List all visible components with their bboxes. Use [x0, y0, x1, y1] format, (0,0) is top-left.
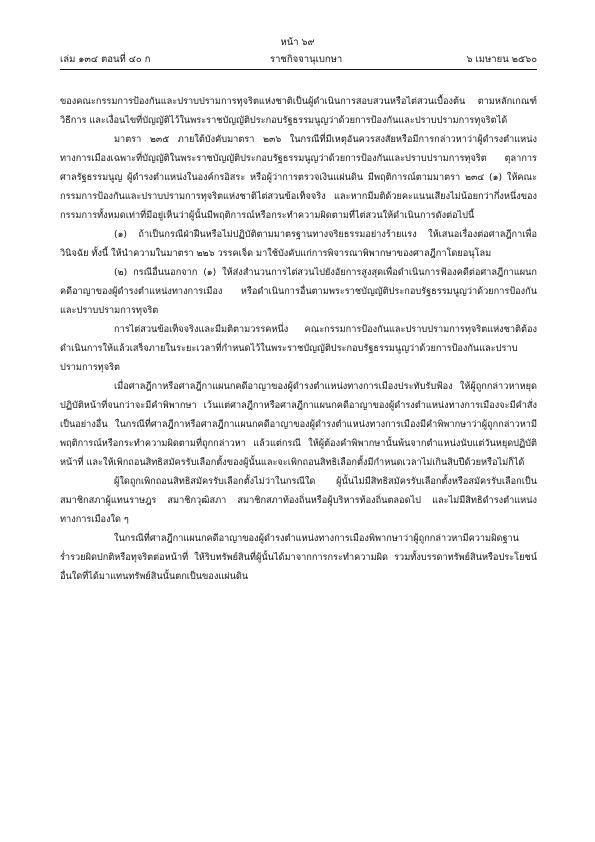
document-body — [60, 92, 537, 586]
paragraph-continuation: ของคณะกรรมการป้องกันและปราบปรามการทุจริตแห่งชาติเป็นผู้ดำเนินการสอบสวนหรือไต่สวนเบื้องต้น ตามหลักเกณฑ์ วิธีการ และเงื่อนไขที่บัญญัติไว้ในพระราชบัญญัติประกอบรัฐธรรมนูญว่าด้วยการป้องกันและปราบปรามการทุจริตได้ — [60, 96, 537, 126]
paragraph-investigation: การไต่สวนข้อเท็จจริงและมีมติตามวรรคหนึ่ง คณะกรรมการป้องกันและปราบปรามการทุจริตแห่งชาติต้องดำเนินการให้แล้วเสร็จภายในระยะเวลาที่กำหนดไว้ในพระราชบัญญัติประกอบรัฐธรรมนูญว่าด้วยการป้องกันและปราบปรามการทุจริต — [60, 324, 537, 373]
paragraph-section-235: มาตรา ๒๓๕ ภายใต้บังคับมาตรา ๒๓๖ ในกรณีที่มีเหตุอันควรสงสัยหรือมีการกล่าวหาว่าผู้ดำรงตำแหน่งทางการเมืองเฉพาะที่บัญญัติในพระราชบัญญัติประกอบรัฐธรรมนูญว่าด้วยการป้องกันและปราบปรามการทุจริต ตุลาการศาลรัฐธรรมนูญ ผู้ดำรงตำแหน่งในองค์กรอิสระ หรือผู้ว่าการตรวจเงินแผ่นดิน มีพฤติการณ์ตามมาตรา ๒๓๔ (๑) ให้คณะกรรมการป้องกันและปราบปรามการทุจริตแห่งชาติไต่สวนข้อเท็จจริง และหากมีมติด้วยคะแนนเสียงไม่น้อยกว่ากึ่งหนึ่งของกรรมการทั้งหมดเท่าที่มีอยู่เห็นว่าผู้นั้นมีพฤติการณ์หรือกระทำความผิดตามที่ไต่สวนให้ดำเนินการดังต่อไปนี้ — [60, 134, 537, 221]
publication-date: ๖ เมษายน ๒๕๖๐ — [466, 53, 537, 65]
publication-title: ราชกิจจานุเบกษา — [270, 53, 343, 65]
gazette-header — [60, 52, 537, 66]
paragraph-item-2: (๒) กรณีอื่นนอกจาก (๑) ให้ส่งสำนวนการไต่สวนไปยังอัยการสูงสุดเพื่อดำเนินการฟ้องคดีต่อศาลฎีกาแผนกคดีอาญาของผู้ดำรงตำแหน่งทางการเมือง หรือดำเนินการอื่นตามพระราชบัญญัติประกอบรัฐธรรมนูญว่าด้วยการป้องกันและปราบปรามการทุจริต — [60, 267, 537, 316]
paragraph-confiscation: ในกรณีที่ศาลฎีกาแผนกคดีอาญาของผู้ดำรงตำแหน่งทางการเมืองพิพากษาว่าผู้ถูกกล่าวหามีความผิดฐานร่ำรวยผิดปกติหรือทุจริตต่อหน้าที่ ให้ริบทรัพย์สินที่ผู้นั้นได้มาจากการกระทำความผิด รวมทั้งบรรดาทรัพย์สินหรือประโยชน์อื่นใดที่ได้มาแทนทรัพย์สินนั้นตกเป็นของแผ่นดิน — [60, 533, 537, 582]
header-divider — [60, 69, 537, 70]
paragraph-supreme-court: เมื่อศาลฎีกาหรือศาลฎีกาแผนกคดีอาญาของผู้ดำรงตำแหน่งทางการเมืองประทับรับฟ้อง ให้ผู้ถูกกล่าวหาหยุดปฏิบัติหน้าที่จนกว่าจะมีคำพิพากษา เว้นแต่ศาลฎีกาหรือศาลฎีกาแผนกคดีอาญาของผู้ดำรงตำแหน่งทางการเมืองจะมีคำสั่งเป็นอย่างอื่น ในกรณีที่ศาลฎีกาหรือศาลฎีกาแผนกคดีอาญาของผู้ดำรงตำแหน่งทางการเมืองมีคำพิพากษาว่าผู้ถูกกล่าวหามีพฤติการณ์หรือกระทำความผิดตามที่ถูกกล่าวหา แล้วแต่กรณี ให้ผู้ต้องคำพิพากษานั้นพ้นจากตำแหน่งนับแต่วันหยุดปฏิบัติหน้าที่ และให้เพิกถอนสิทธิสมัครรับเลือกตั้งของผู้นั้นและจะเพิกถอนสิทธิเลือกตั้งมีกำหนดเวลาไม่เกินสิบปีด้วยหรือไม่ก็ได้ — [60, 381, 537, 468]
volume-issue: เล่ม ๑๓๔ ตอนที่ ๔๐ ก — [60, 53, 151, 65]
paragraph-item-1: (๑) ถ้าเป็นกรณีฝ่าฝืนหรือไม่ปฏิบัติตามมาตรฐานทางจริยธรรมอย่างร้ายแรง ให้เสนอเรื่องต่อศาลฎีกาเพื่อวินิจฉัย ทั้งนี้ ให้นำความในมาตรา ๒๒๖ วรรคเจ็ด มาใช้บังคับแก่การพิจารณาพิพากษาของศาลฎีกาโดยอนุโลม — [60, 229, 537, 259]
paragraph-revocation: ผู้ใดถูกเพิกถอนสิทธิสมัครรับเลือกตั้งไม่ว่าในกรณีใด ผู้นั้นไม่มีสิทธิสมัครรับเลือกตั้งหรือสมัครรับเลือกเป็นสมาชิกสภาผู้แทนราษฎร สมาชิกวุฒิสภา สมาชิกสภาท้องถิ่นหรือผู้บริหารท้องถิ่นตลอดไป และไม่มีสิทธิดำรงตำแหน่งทางการเมืองใด ๆ — [60, 476, 537, 525]
page-number: หน้า ๖๙ — [280, 37, 315, 48]
